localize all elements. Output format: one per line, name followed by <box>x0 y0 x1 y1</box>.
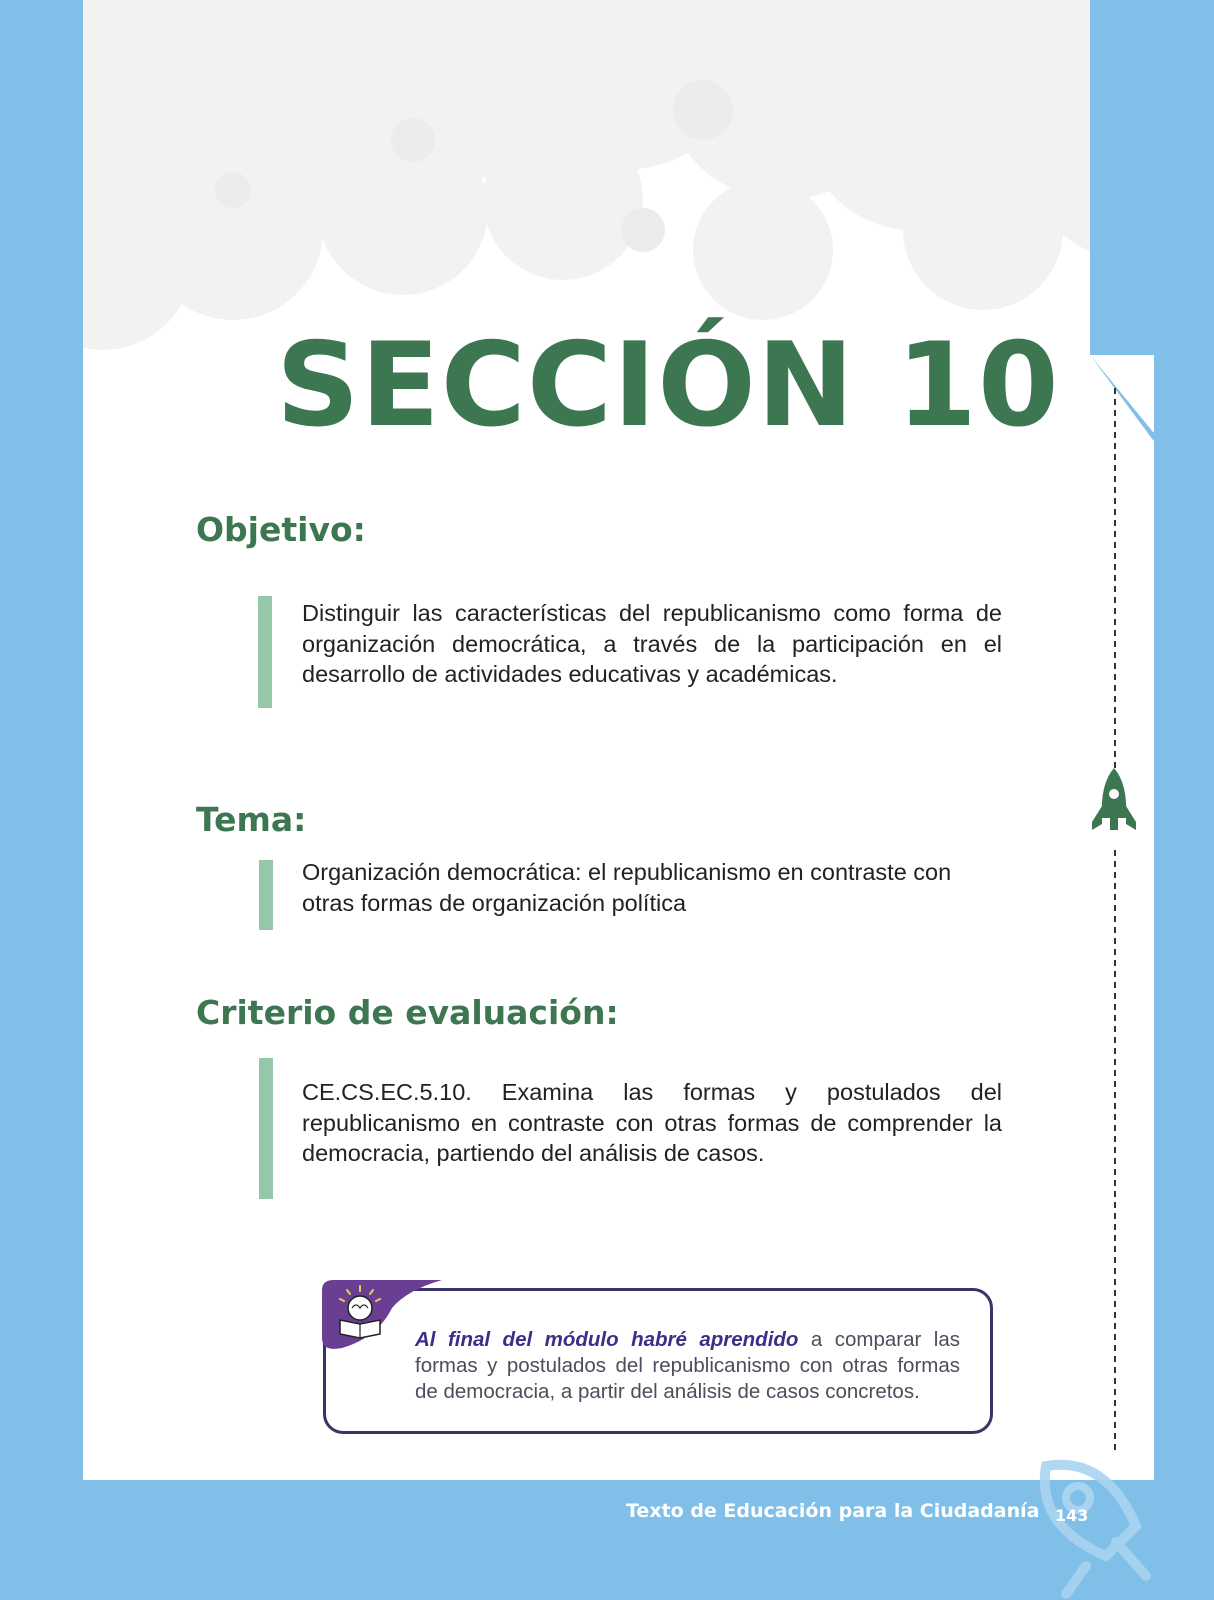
criterio-heading: Criterio de evaluación: <box>196 993 619 1032</box>
page-sheet <box>83 0 1154 1480</box>
objetivo-accent-bar <box>258 596 272 708</box>
tema-heading: Tema: <box>196 800 307 839</box>
criterio-accent-bar <box>259 1058 273 1199</box>
learning-note-body: a comparar las formas y postulados del republicanismo con otras formas de democracia, a partir del análisis de casos concretos. <box>415 1328 960 1403</box>
learning-note-bold: Al final del módulo habré aprendido <box>415 1328 799 1351</box>
objetivo-text: Distinguir las características del republicanismo como forma de organización democrática, a través de la participación en el desarrollo de actividades educativas y académicas. <box>302 600 1002 687</box>
rocket-watermark-icon <box>1026 1446 1166 1600</box>
rocket-icon <box>1090 766 1138 846</box>
dashed-path-line <box>1113 388 1117 1452</box>
learning-note-text <box>415 1327 960 1405</box>
objetivo-heading: Objetivo: <box>196 510 366 549</box>
criterio-text: CE.CS.EC.5.10. Examina las formas y postulados del republicanismo en contraste con otras formas de comprender la democracia, partiendo del análisis de casos. <box>302 1079 1002 1166</box>
tema-text: Organización democrática: el republicanismo en contraste con otras formas de organización política <box>302 859 952 916</box>
clouds-decoration <box>83 0 1154 360</box>
section-title: SECCIÓN 10 <box>276 318 1060 453</box>
tema-accent-bar <box>259 860 273 930</box>
page-corner-decoration <box>1090 0 1214 440</box>
brain-book-icon <box>312 1278 447 1368</box>
page-number: 143 <box>1055 1506 1089 1525</box>
footer-book-title: Texto de Educación para la Ciudadanía <box>626 1500 1040 1522</box>
